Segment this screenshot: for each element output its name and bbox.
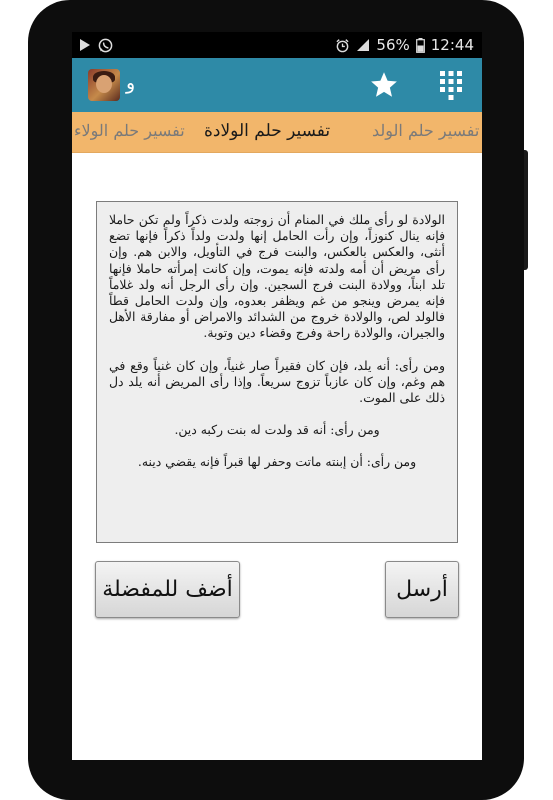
app-bar xyxy=(72,58,482,112)
content-paragraph: الولادة لو رأى ملك في المنام أن زوجته ولدت ذكراً ولم تكن حاملا فإنه ينال كنوزاً، وإن رأت الحامل إنها ولدت ولداً ذكراً فإنها تضع أنثى، والعكس بالعكس، والبنت فرج في التأويل، والابن هم. وإن رأى مريض أن أمه ولدته فإنه يموت، وإن كانت إمرأته حاملا فإنها تلد ابناً، وولادة البنت فرج السجين. وإن رأى الرجل أنه ولد غلاماً فإنه يمرض وينجو من غم ويظفر بعدوه، وإن ولدت الحامل قطاً فالولد لص، والولادة خروج من الشدائد والامراض أو مفارقة الأهل والجيران، والولادة راحة وفرج وقضاء دين وتوبة. xyxy=(109,212,445,341)
app-logo-icon[interactable] xyxy=(88,69,120,101)
send-button[interactable]: أرسل xyxy=(385,561,459,618)
status-bar xyxy=(72,32,482,58)
screen xyxy=(72,32,482,760)
add-favorite-button[interactable]: أضف للمفضلة xyxy=(95,561,240,618)
tab-previous[interactable]: تفسير حلم الولاء xyxy=(74,121,185,140)
clock: 12:44 xyxy=(430,36,474,54)
content-text xyxy=(109,212,445,471)
battery-percent: 56% xyxy=(376,36,410,54)
content-paragraph: ومن رأى: أنه قد ولدت له بنت ركبه دين. xyxy=(174,422,380,438)
content-box xyxy=(96,201,458,543)
phone-side-button xyxy=(524,150,528,270)
alarm-icon xyxy=(335,38,350,53)
content-paragraph: ومن رأى: أنه يلد، فإن كان فقيراً صار غنياً، وإن كان غنياً وقع في هم وغم، وإن كان عازباً تزوج سريعاً. وإذا رأى المريض أنه يلد دل ذلك على الموت. xyxy=(109,357,445,406)
whatsapp-icon xyxy=(98,38,113,53)
status-bar-right xyxy=(335,36,474,54)
content-paragraph: ومن رأى: أن إبنته ماتت وحفر لها قبراً فإنه يقضي دينه. xyxy=(137,454,417,470)
signal-icon xyxy=(356,38,370,52)
star-icon[interactable] xyxy=(369,70,399,104)
grid-icon[interactable] xyxy=(439,70,463,104)
status-bar-left xyxy=(80,38,113,53)
tab-strip xyxy=(72,112,482,153)
tab-current[interactable]: تفسير حلم الولادة xyxy=(204,121,331,141)
play-icon xyxy=(80,39,90,51)
app-title: و xyxy=(126,72,136,94)
tab-next[interactable]: تفسير حلم الولد xyxy=(372,121,480,140)
battery-icon xyxy=(416,38,425,53)
